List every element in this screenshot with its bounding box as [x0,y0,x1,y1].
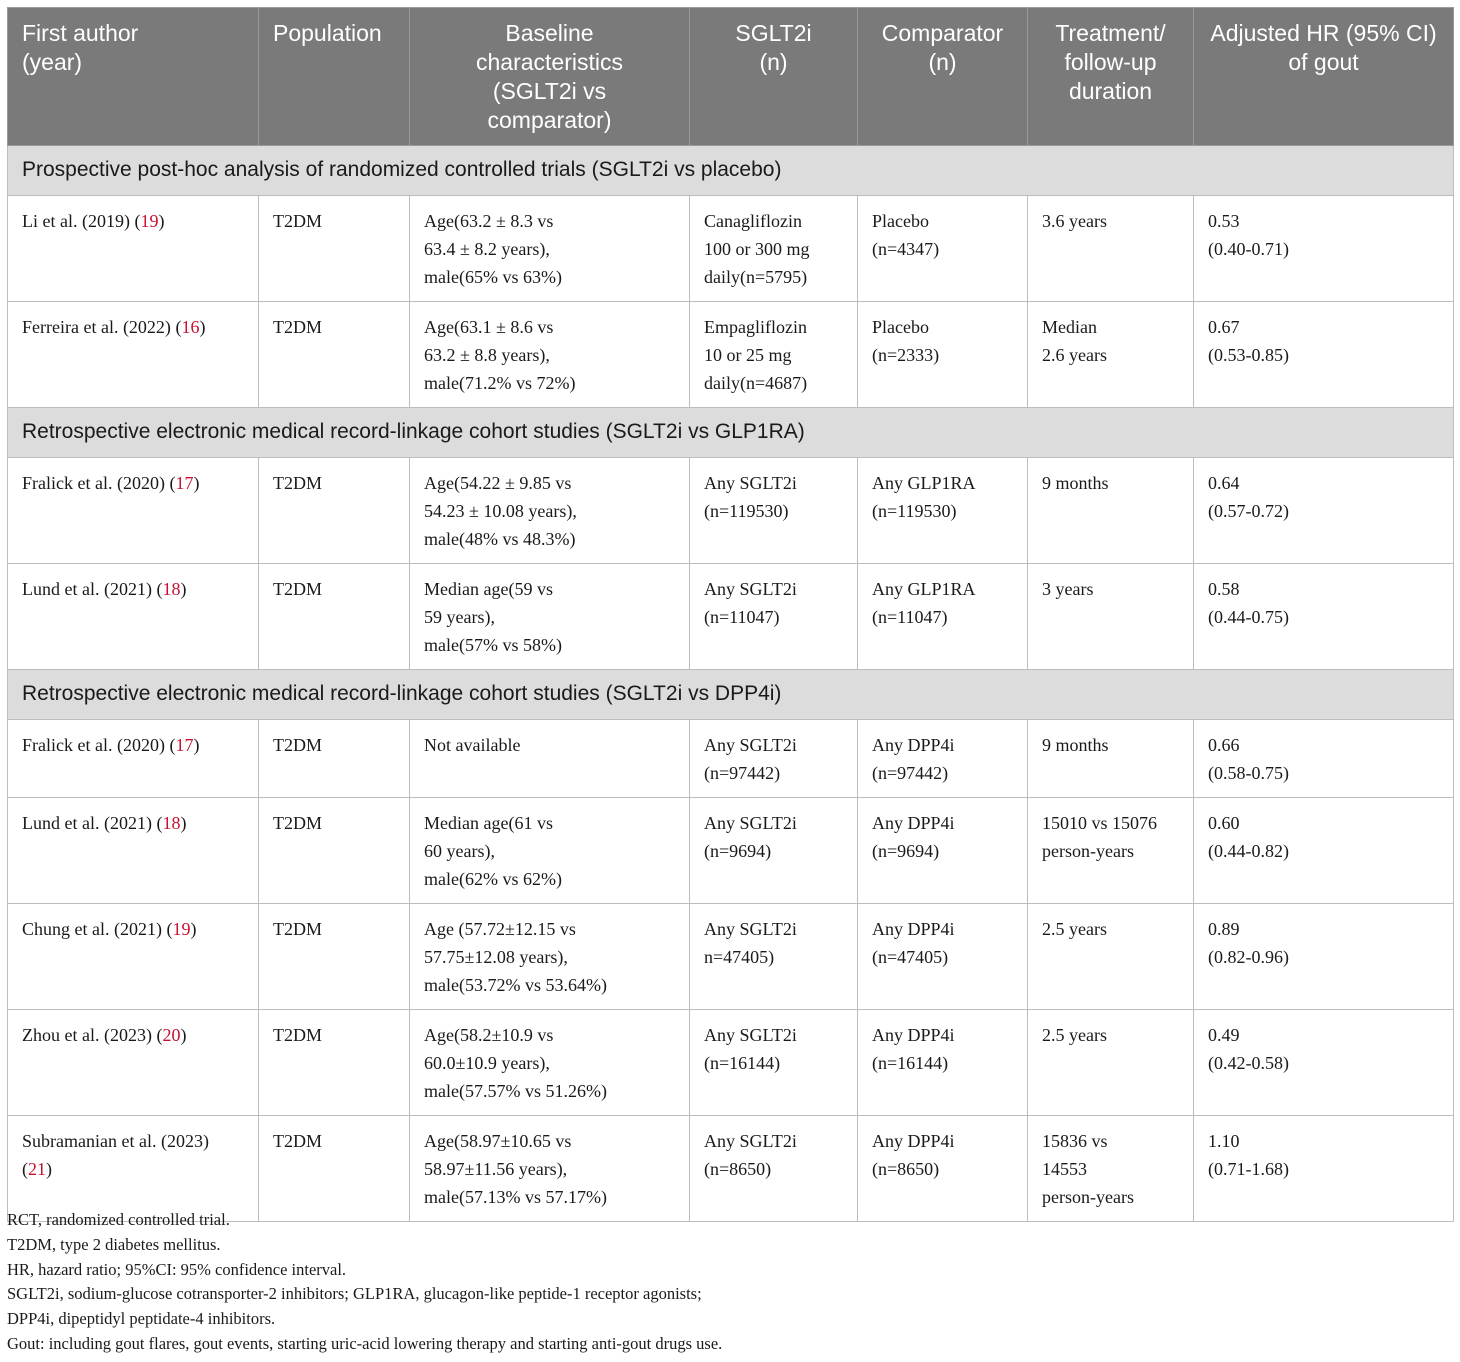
table-row [8,798,1454,904]
author-cell: Zhou et al. (2023) (20) [8,1010,259,1116]
sglt2i-cell [690,1116,858,1222]
adjusted-hr-cell-line: (0.40-0.71) [1208,239,1289,259]
table-row [8,904,1454,1010]
comparator-cell-line: (n=97442) [872,763,949,783]
adjusted-hr-cell-line: (0.82-0.96) [1208,947,1289,967]
header-line: of gout [1288,49,1359,75]
duration-cell-line: 3 years [1042,579,1094,599]
sglt2i-cell-line: n=47405) [704,947,775,967]
duration-cell-line: 9 months [1042,735,1109,755]
baseline-cell [410,458,690,564]
adjusted-hr-cell-line: 1.10 [1208,1131,1240,1151]
comparator-cell-line: Any DPP4i [872,813,955,833]
comparator-cell-line: Any DPP4i [872,1025,955,1045]
table-row [8,458,1454,564]
population-cell: T2DM [259,458,410,564]
table-row [8,1010,1454,1116]
duration-cell-line: 14553 [1042,1159,1087,1179]
table-row [8,196,1454,302]
author-cell: Lund et al. (2021) (18) [8,564,259,670]
baseline-cell-line: Median age(59 vs [424,579,553,599]
table-row [8,720,1454,798]
duration-cell-line: Median [1042,317,1097,337]
duration-cell [1028,302,1194,408]
table-row [8,302,1454,408]
baseline-cell-line: male(57.57% vs 51.26%) [424,1081,607,1101]
duration-cell-line: 3.6 years [1042,211,1107,231]
header-comparator [858,8,1028,146]
adjusted-hr-cell-line: (0.57-0.72) [1208,501,1289,521]
sglt2i-cell-line: (n=8650) [704,1159,772,1179]
sglt2i-cell-line: Any SGLT2i [704,473,797,493]
sglt2i-cell-line: Canagliflozin [704,211,802,231]
author-cell: Lund et al. (2021) (18) [8,798,259,904]
header-row [8,8,1454,146]
comparator-cell-line: Any DPP4i [872,735,955,755]
baseline-cell-line: 54.23 ± 10.08 years), [424,501,577,521]
section-row [8,670,1454,720]
header-line: (n) [928,49,957,75]
header-line: comparator) [487,107,612,133]
duration-cell [1028,196,1194,302]
adjusted-hr-cell-line: 0.53 [1208,211,1240,231]
baseline-cell-line: 57.75±12.08 years), [424,947,568,967]
author-name: Zhou et al. (2023) [22,1025,152,1045]
author-cell: Chung et al. (2021) (19) [8,904,259,1010]
adjusted-hr-cell-line: 0.89 [1208,919,1240,939]
adjusted-hr-cell-line: (0.53-0.85) [1208,345,1289,365]
header-line: characteristics [476,49,623,75]
header-line: duration [1068,78,1153,104]
section-row [8,146,1454,196]
adjusted-hr-cell [1194,458,1454,564]
duration-cell-line: 9 months [1042,473,1109,493]
adjusted-hr-cell-line: (0.42-0.58) [1208,1053,1289,1073]
reference-link[interactable]: 18 [162,579,181,599]
comparator-cell-line: (n=9694) [872,841,940,861]
author-name: Lund et al. (2021) [22,813,152,833]
duration-cell [1028,904,1194,1010]
reference-link[interactable]: 17 [175,473,194,493]
sglt2i-cell-line: Any SGLT2i [704,1131,797,1151]
duration-cell-line: 15010 vs 15076 [1042,813,1158,833]
adjusted-hr-cell-line: 0.49 [1208,1025,1240,1045]
adjusted-hr-cell [1194,798,1454,904]
baseline-cell-line: 58.97±11.56 years), [424,1159,568,1179]
adjusted-hr-cell [1194,904,1454,1010]
footnote: Gout: including gout flares, gout events, starting uric-acid lowering therapy and starting anti-gout drugs use. [7,1333,723,1353]
population-cell: T2DM [259,1116,410,1222]
baseline-cell-line: male(71.2% vs 72%) [424,373,576,393]
study-table-container [7,7,1453,1222]
adjusted-hr-cell [1194,1116,1454,1222]
baseline-cell-line: male(53.72% vs 53.64%) [424,975,607,995]
author-name: Li et al. (2019) [22,211,130,231]
adjusted-hr-cell-line: 0.64 [1208,473,1240,493]
header-adjusted-hr [1194,8,1454,146]
adjusted-hr-cell-line: 0.67 [1208,317,1240,337]
baseline-cell-line: 63.2 ± 8.8 years), [424,345,550,365]
header-population [259,8,410,146]
adjusted-hr-cell [1194,302,1454,408]
author-cell: Fralick et al. (2020) (17) [8,720,259,798]
comparator-cell-line: (n=2333) [872,345,940,365]
duration-cell [1028,1116,1194,1222]
sglt2i-cell-line: Any SGLT2i [704,813,797,833]
author-cell: Li et al. (2019) (19) [8,196,259,302]
sglt2i-cell [690,458,858,564]
population-cell: T2DM [259,196,410,302]
baseline-cell-line: male(57.13% vs 57.17%) [424,1187,607,1207]
population-cell: T2DM [259,904,410,1010]
comparator-cell [858,458,1028,564]
comparator-cell-line: Any DPP4i [872,1131,955,1151]
comparator-cell [858,1010,1028,1116]
duration-cell [1028,798,1194,904]
author-name: Fralick et al. (2020) [22,735,165,755]
baseline-cell [410,904,690,1010]
gout-hr-table [7,7,1454,1222]
author-name: Lund et al. (2021) [22,579,152,599]
sglt2i-cell-line: Empagliflozin [704,317,807,337]
baseline-cell-line: 59 years), [424,607,495,627]
comparator-cell-line: (n=119530) [872,501,957,521]
header-line: Treatment/ [1055,20,1166,46]
baseline-cell-line: Age(58.97±10.65 vs [424,1131,572,1151]
baseline-cell-line: 60.0±10.9 years), [424,1053,550,1073]
adjusted-hr-cell [1194,196,1454,302]
table-body [8,146,1454,1222]
adjusted-hr-cell-line: (0.44-0.82) [1208,841,1289,861]
header-line: Adjusted HR (95% CI) [1210,20,1437,46]
adjusted-hr-cell [1194,564,1454,670]
population-cell: T2DM [259,564,410,670]
section-title: Retrospective electronic medical record-linkage cohort studies (SGLT2i vs GLP1RA) [8,408,1454,458]
reference-link[interactable]: 20 [162,1025,181,1045]
population-cell: T2DM [259,1010,410,1116]
author-name: Ferreira et al. (2022) [22,317,171,337]
baseline-cell [410,1116,690,1222]
comparator-cell [858,720,1028,798]
population-cell: T2DM [259,720,410,798]
comparator-cell [858,196,1028,302]
baseline-cell-line: male(57% vs 58%) [424,635,562,655]
author-cell: Ferreira et al. (2022) (16) [8,302,259,408]
comparator-cell-line: Placebo [872,317,929,337]
header-line: (n) [759,49,788,75]
header-baseline [410,8,690,146]
duration-cell-line: person-years [1042,841,1134,861]
header-line: Baseline [505,20,594,46]
baseline-cell-line: 60 years), [424,841,495,861]
comparator-cell-line: Any DPP4i [872,919,955,939]
header-first-author [8,8,259,146]
table-header [8,8,1454,146]
baseline-cell-line: Median age(61 vs [424,813,553,833]
duration-cell-line: 2.6 years [1042,345,1107,365]
duration-cell [1028,1010,1194,1116]
comparator-cell [858,1116,1028,1222]
duration-cell-line: 15836 vs [1042,1131,1108,1151]
comparator-cell-line: (n=11047) [872,607,948,627]
footnote: HR, hazard ratio; 95%CI: 95% confidence interval. [7,1259,347,1279]
header-sglt2i [690,8,858,146]
comparator-cell-line: Any GLP1RA [872,579,976,599]
comparator-cell-line: Any GLP1RA [872,473,976,493]
author-name: Fralick et al. (2020) [22,473,165,493]
reference-link[interactable]: 18 [162,813,181,833]
baseline-cell-line: Age(54.22 ± 9.85 vs [424,473,572,493]
comparator-cell-line: (n=47405) [872,947,949,967]
baseline-cell-line: Not available [424,735,521,755]
header-line: First author [22,20,139,46]
header-line: Population [273,20,382,46]
sglt2i-cell [690,564,858,670]
section-title: Prospective post-hoc analysis of randomized controlled trials (SGLT2i vs placebo) [8,146,1454,196]
adjusted-hr-cell-line: (0.44-0.75) [1208,607,1289,627]
adjusted-hr-cell-line: (0.58-0.75) [1208,763,1289,783]
sglt2i-cell [690,720,858,798]
footnote: T2DM, type 2 diabetes mellitus. [7,1234,221,1254]
population-cell: T2DM [259,798,410,904]
section-title: Retrospective electronic medical record-linkage cohort studies (SGLT2i vs DPP4i) [8,670,1454,720]
comparator-cell [858,904,1028,1010]
sglt2i-cell-line: (n=11047) [704,607,780,627]
comparator-cell-line: (n=8650) [872,1159,940,1179]
sglt2i-cell [690,904,858,1010]
baseline-cell-line: Age(63.2 ± 8.3 vs [424,211,554,231]
reference-link[interactable]: 16 [181,317,200,337]
adjusted-hr-cell [1194,720,1454,798]
header-line: SGLT2i [735,20,812,46]
header-line: Comparator [881,20,1004,46]
header-line: (year) [22,49,83,75]
baseline-cell [410,196,690,302]
baseline-cell-line: Age(58.2±10.9 vs [424,1025,554,1045]
author-name: Subramanian et al. (2023) [22,1131,209,1151]
author-name: Chung et al. (2021) [22,919,162,939]
sglt2i-cell-line: Any SGLT2i [704,579,797,599]
baseline-cell [410,1010,690,1116]
baseline-cell-line: 63.4 ± 8.2 years), [424,239,550,259]
duration-cell-line: 2.5 years [1042,1025,1107,1045]
sglt2i-cell [690,302,858,408]
reference-link[interactable]: 17 [175,735,194,755]
sglt2i-cell [690,798,858,904]
comparator-cell [858,564,1028,670]
author-cell: Fralick et al. (2020) (17) [8,458,259,564]
footnote: DPP4i, dipeptidyl peptidate-4 inhibitors. [7,1309,276,1329]
sglt2i-cell-line: (n=119530) [704,501,789,521]
duration-cell-line: person-years [1042,1187,1134,1207]
header-line: follow-up [1064,49,1157,75]
comparator-cell-line: (n=4347) [872,239,940,259]
adjusted-hr-cell-line: 0.60 [1208,813,1240,833]
footnote: SGLT2i, sodium-glucose cotransporter-2 inhibitors; GLP1RA, glucagon-like peptide-1 receptor agonists; [7,1284,702,1304]
duration-cell [1028,720,1194,798]
reference-link[interactable]: 19 [172,919,191,939]
sglt2i-cell-line: (n=9694) [704,841,772,861]
adjusted-hr-cell-line: (0.71-1.68) [1208,1159,1289,1179]
baseline-cell [410,798,690,904]
adjusted-hr-cell-line: 0.58 [1208,579,1240,599]
duration-cell-line: 2.5 years [1042,919,1107,939]
table-row [8,564,1454,670]
baseline-cell [410,720,690,798]
table-row [8,1116,1454,1222]
baseline-cell-line: Age(63.1 ± 8.6 vs [424,317,554,337]
duration-cell [1028,458,1194,564]
baseline-cell-line: male(62% vs 62%) [424,869,562,889]
footnote: RCT, randomized controlled trial. [7,1210,230,1229]
sglt2i-cell-line: daily(n=4687) [704,373,808,393]
comparator-cell-line: (n=16144) [872,1053,949,1073]
table-footnotes [7,1208,1453,1357]
adjusted-hr-cell [1194,1010,1454,1116]
baseline-cell-line: male(48% vs 48.3%) [424,529,576,549]
section-row [8,408,1454,458]
sglt2i-cell-line: (n=97442) [704,763,781,783]
reference-link[interactable]: 19 [140,211,159,231]
comparator-cell [858,798,1028,904]
header-duration [1028,8,1194,146]
baseline-cell [410,302,690,408]
sglt2i-cell-line: daily(n=5795) [704,267,808,287]
population-cell: T2DM [259,302,410,408]
baseline-cell-line: Age (57.72±12.15 vs [424,919,576,939]
sglt2i-cell [690,196,858,302]
comparator-cell-line: Placebo [872,211,929,231]
baseline-cell-line: male(65% vs 63%) [424,267,562,287]
baseline-cell [410,564,690,670]
comparator-cell [858,302,1028,408]
reference-link[interactable]: 21 [28,1159,46,1179]
author-cell: Subramanian et al. (2023) (21) [8,1116,259,1222]
sglt2i-cell-line: 100 or 300 mg [704,239,810,259]
duration-cell [1028,564,1194,670]
sglt2i-cell-line: 10 or 25 mg [704,345,792,365]
sglt2i-cell-line: Any SGLT2i [704,919,797,939]
sglt2i-cell [690,1010,858,1116]
header-line: (SGLT2i vs [492,78,607,104]
sglt2i-cell-line: Any SGLT2i [704,1025,797,1045]
sglt2i-cell-line: Any SGLT2i [704,735,797,755]
adjusted-hr-cell-line: 0.66 [1208,735,1240,755]
sglt2i-cell-line: (n=16144) [704,1053,781,1073]
